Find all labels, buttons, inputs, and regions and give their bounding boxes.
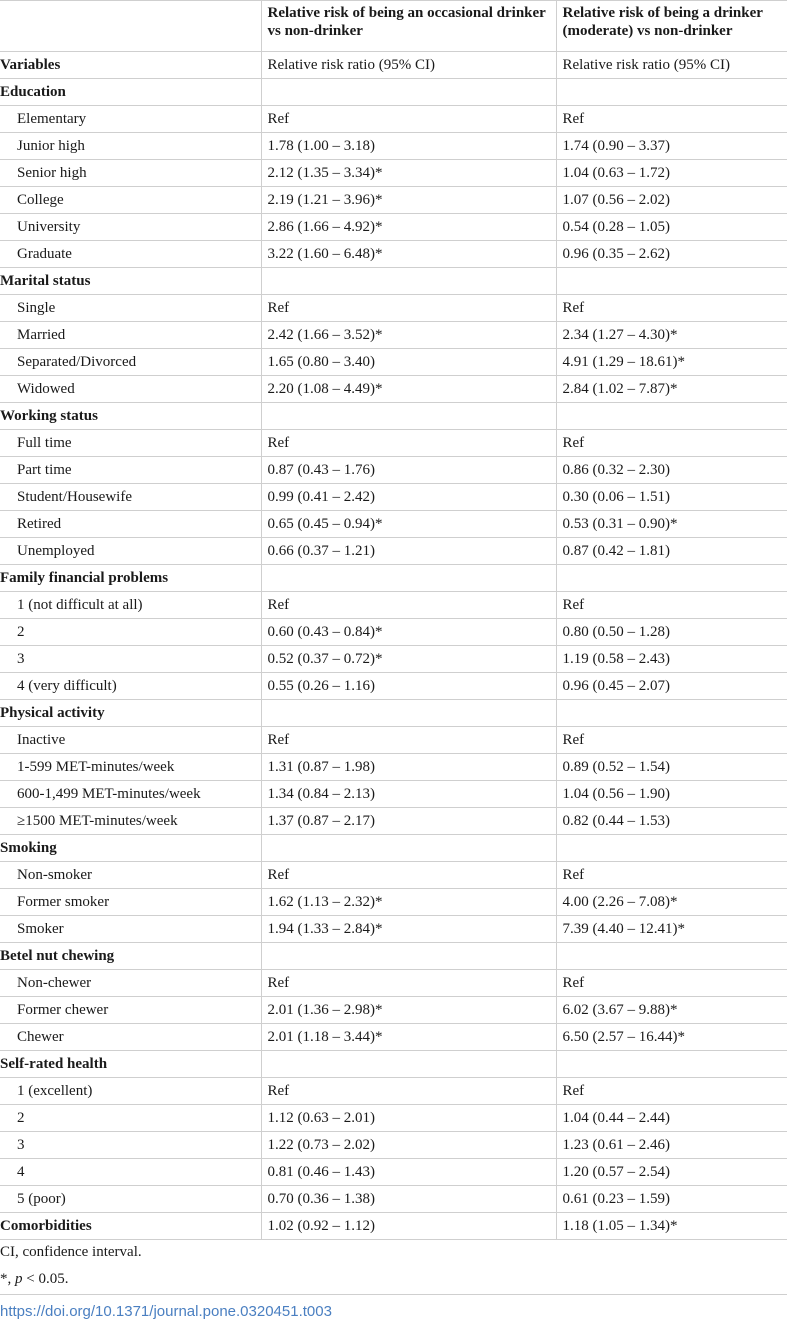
table-header-row <box>0 1 787 52</box>
occasional-rrr: 1.78 (1.00 – 3.18) <box>261 133 556 160</box>
row-label: College <box>0 187 261 214</box>
moderate-rrr: 4.00 (2.26 – 7.08)* <box>556 889 787 916</box>
comorbidities-row <box>0 1213 787 1240</box>
table-row <box>0 160 787 187</box>
row-label: 3 <box>0 646 261 673</box>
occasional-rrr: 3.22 (1.60 – 6.48)* <box>261 241 556 268</box>
row-label: 4 (very difficult) <box>0 673 261 700</box>
moderate-rrr: Ref <box>556 727 787 754</box>
moderate-rrr: 1.19 (0.58 – 2.43) <box>556 646 787 673</box>
row-label: Widowed <box>0 376 261 403</box>
moderate-rrr: Ref <box>556 970 787 997</box>
empty-cell <box>261 403 556 430</box>
occasional-rrr: 0.52 (0.37 – 0.72)* <box>261 646 556 673</box>
occasional-rrr: 2.86 (1.66 – 4.92)* <box>261 214 556 241</box>
moderate-rrr: 1.07 (0.56 – 2.02) <box>556 187 787 214</box>
footnote-significance <box>0 1268 787 1295</box>
occasional-rrr: 0.60 (0.43 – 0.84)* <box>261 619 556 646</box>
table-row <box>0 322 787 349</box>
footnote-ci: CI, confidence interval. <box>0 1244 142 1260</box>
footnote-sig-p: p <box>15 1271 23 1287</box>
table-row <box>0 916 787 943</box>
occasional-rrr: Ref <box>261 106 556 133</box>
moderate-rrr: Ref <box>556 430 787 457</box>
table-row <box>0 754 787 781</box>
table-row <box>0 133 787 160</box>
row-label: 2 <box>0 1105 261 1132</box>
moderate-rrr: 4.91 (1.29 – 18.61)* <box>556 349 787 376</box>
moderate-rrr: 6.02 (3.67 – 9.88)* <box>556 997 787 1024</box>
row-label: Former chewer <box>0 997 261 1024</box>
footnote-sig-symbol: *, <box>0 1271 15 1287</box>
empty-cell <box>556 79 787 106</box>
table-row <box>0 430 787 457</box>
row-label: Part time <box>0 457 261 484</box>
variables-row <box>0 52 787 79</box>
doi-link[interactable]: https://doi.org/10.1371/journal.pone.0320451.t003 <box>0 1303 332 1320</box>
group-header-row <box>0 835 787 862</box>
row-label: Former smoker <box>0 889 261 916</box>
row-label: Unemployed <box>0 538 261 565</box>
occasional-rrr: 1.34 (0.84 – 2.13) <box>261 781 556 808</box>
empty-cell <box>261 268 556 295</box>
row-label: 4 <box>0 1159 261 1186</box>
occasional-rrr: 1.94 (1.33 – 2.84)* <box>261 916 556 943</box>
variables-label: Variables <box>0 52 261 79</box>
table-row <box>0 241 787 268</box>
row-label: Senior high <box>0 160 261 187</box>
empty-cell <box>556 403 787 430</box>
empty-cell <box>556 565 787 592</box>
occasional-rrr: 1.37 (0.87 – 2.17) <box>261 808 556 835</box>
occasional-rrr: Ref <box>261 430 556 457</box>
occasional-rrr: Ref <box>261 592 556 619</box>
row-label: Inactive <box>0 727 261 754</box>
table-row <box>0 673 787 700</box>
row-label: University <box>0 214 261 241</box>
empty-cell <box>261 700 556 727</box>
occasional-rrr: 0.55 (0.26 – 1.16) <box>261 673 556 700</box>
row-label: Junior high <box>0 133 261 160</box>
group-header-row <box>0 1051 787 1078</box>
row-label: Smoker <box>0 916 261 943</box>
row-label: Chewer <box>0 1024 261 1051</box>
moderate-rrr: Ref <box>556 592 787 619</box>
row-label: Retired <box>0 511 261 538</box>
row-label: Elementary <box>0 106 261 133</box>
occasional-rrr: 1.22 (0.73 – 2.02) <box>261 1132 556 1159</box>
moderate-rrr: 1.04 (0.63 – 1.72) <box>556 160 787 187</box>
row-label: 600-1,499 MET-minutes/week <box>0 781 261 808</box>
moderate-rrr: 1.18 (1.05 – 1.34)* <box>556 1213 787 1240</box>
moderate-rrr: 0.54 (0.28 – 1.05) <box>556 214 787 241</box>
row-label: Full time <box>0 430 261 457</box>
table-row <box>0 1186 787 1213</box>
moderate-rrr: 1.04 (0.44 – 2.44) <box>556 1105 787 1132</box>
occasional-rrr: 2.19 (1.21 – 3.96)* <box>261 187 556 214</box>
occasional-rrr: 2.12 (1.35 – 3.34)* <box>261 160 556 187</box>
occasional-rrr: Ref <box>261 970 556 997</box>
group-title: Working status <box>0 403 261 430</box>
table-row <box>0 349 787 376</box>
group-title: Marital status <box>0 268 261 295</box>
occasional-rrr: 0.66 (0.37 – 1.21) <box>261 538 556 565</box>
footer-divider <box>0 1294 787 1295</box>
table-row <box>0 511 787 538</box>
empty-cell <box>556 268 787 295</box>
empty-cell <box>261 1051 556 1078</box>
header-empty-cell <box>0 1 261 52</box>
occasional-rrr: 0.65 (0.45 – 0.94)* <box>261 511 556 538</box>
row-label: Non-chewer <box>0 970 261 997</box>
occasional-rrr: 0.87 (0.43 – 1.76) <box>261 457 556 484</box>
table-body <box>0 52 787 1240</box>
row-label: 3 <box>0 1132 261 1159</box>
table-row <box>0 997 787 1024</box>
empty-cell <box>556 700 787 727</box>
group-header-row <box>0 79 787 106</box>
group-header-row <box>0 565 787 592</box>
group-title: Physical activity <box>0 700 261 727</box>
occasional-rrr: 2.42 (1.66 – 3.52)* <box>261 322 556 349</box>
row-label: 5 (poor) <box>0 1186 261 1213</box>
row-label: Non-smoker <box>0 862 261 889</box>
row-label: Graduate <box>0 241 261 268</box>
group-header-row <box>0 943 787 970</box>
group-header-row <box>0 403 787 430</box>
moderate-rrr: 0.86 (0.32 – 2.30) <box>556 457 787 484</box>
table-footnotes <box>0 1241 787 1295</box>
moderate-rrr: 0.61 (0.23 – 1.59) <box>556 1186 787 1213</box>
header-moderate-drinker: Relative risk of being a drinker (moderate) vs non-drinker <box>556 1 787 52</box>
occasional-rrr: 2.01 (1.18 – 3.44)* <box>261 1024 556 1051</box>
moderate-rrr: 2.34 (1.27 – 4.30)* <box>556 322 787 349</box>
moderate-rrr: 1.20 (0.57 – 2.54) <box>556 1159 787 1186</box>
group-title: Smoking <box>0 835 261 862</box>
table-row <box>0 646 787 673</box>
moderate-rrr: 0.89 (0.52 – 1.54) <box>556 754 787 781</box>
table-row <box>0 1024 787 1051</box>
group-title: Self-rated health <box>0 1051 261 1078</box>
occasional-rrr: 0.70 (0.36 – 1.38) <box>261 1186 556 1213</box>
empty-cell <box>261 79 556 106</box>
moderate-rrr: 1.04 (0.56 – 1.90) <box>556 781 787 808</box>
table-row <box>0 106 787 133</box>
occasional-rrr: 1.02 (0.92 – 1.12) <box>261 1213 556 1240</box>
table-row <box>0 970 787 997</box>
row-label: ≥1500 MET-minutes/week <box>0 808 261 835</box>
empty-cell <box>556 1051 787 1078</box>
occasional-rrr: 0.99 (0.41 – 2.42) <box>261 484 556 511</box>
moderate-rrr: 0.82 (0.44 – 1.53) <box>556 808 787 835</box>
group-title: Family financial problems <box>0 565 261 592</box>
row-label: 1-599 MET-minutes/week <box>0 754 261 781</box>
moderate-rrr: 0.96 (0.45 – 2.07) <box>556 673 787 700</box>
table-row <box>0 187 787 214</box>
row-label: Single <box>0 295 261 322</box>
row-label: 1 (not difficult at all) <box>0 592 261 619</box>
table-row <box>0 619 787 646</box>
empty-cell <box>556 943 787 970</box>
table-row <box>0 457 787 484</box>
table-row <box>0 889 787 916</box>
occasional-rrr: 1.12 (0.63 – 2.01) <box>261 1105 556 1132</box>
moderate-rrr: 0.80 (0.50 – 1.28) <box>556 619 787 646</box>
table-row <box>0 214 787 241</box>
table-row <box>0 808 787 835</box>
comorbidities-label: Comorbidities <box>0 1213 261 1240</box>
moderate-rrr: 6.50 (2.57 – 16.44)* <box>556 1024 787 1051</box>
table-row <box>0 1105 787 1132</box>
moderate-rrr: 0.53 (0.31 – 0.90)* <box>556 511 787 538</box>
moderate-rrr: 1.23 (0.61 – 2.46) <box>556 1132 787 1159</box>
empty-cell <box>556 835 787 862</box>
row-label: 1 (excellent) <box>0 1078 261 1105</box>
occasional-rrr: 0.81 (0.46 – 1.43) <box>261 1159 556 1186</box>
moderate-rrr: Ref <box>556 106 787 133</box>
variables-col3: Relative risk ratio (95% CI) <box>556 52 787 79</box>
moderate-rrr: 0.96 (0.35 – 2.62) <box>556 241 787 268</box>
empty-cell <box>261 835 556 862</box>
group-header-row <box>0 700 787 727</box>
table-row <box>0 484 787 511</box>
table-row <box>0 1078 787 1105</box>
group-title: Education <box>0 79 261 106</box>
table-row <box>0 538 787 565</box>
variables-col2: Relative risk ratio (95% CI) <box>261 52 556 79</box>
table-row <box>0 1159 787 1186</box>
row-label: Separated/Divorced <box>0 349 261 376</box>
occasional-rrr: Ref <box>261 862 556 889</box>
footnote-sig-rest: < 0.05. <box>22 1271 69 1287</box>
row-label: Student/Housewife <box>0 484 261 511</box>
moderate-rrr: 7.39 (4.40 – 12.41)* <box>556 916 787 943</box>
occasional-rrr: Ref <box>261 727 556 754</box>
group-title: Betel nut chewing <box>0 943 261 970</box>
row-label: Married <box>0 322 261 349</box>
table-row <box>0 1132 787 1159</box>
table-row <box>0 781 787 808</box>
moderate-rrr: 0.30 (0.06 – 1.51) <box>556 484 787 511</box>
occasional-rrr: Ref <box>261 295 556 322</box>
moderate-rrr: 2.84 (1.02 – 7.87)* <box>556 376 787 403</box>
table-row <box>0 295 787 322</box>
table-row <box>0 727 787 754</box>
occasional-rrr: Ref <box>261 1078 556 1105</box>
table-row <box>0 376 787 403</box>
table-row <box>0 592 787 619</box>
moderate-rrr: Ref <box>556 295 787 322</box>
group-header-row <box>0 268 787 295</box>
occasional-rrr: 2.01 (1.36 – 2.98)* <box>261 997 556 1024</box>
moderate-rrr: 0.87 (0.42 – 1.81) <box>556 538 787 565</box>
moderate-rrr: 1.74 (0.90 – 3.37) <box>556 133 787 160</box>
header-occasional-drinker: Relative risk of being an occasional drinker vs non-drinker <box>261 1 556 52</box>
occasional-rrr: 1.62 (1.13 – 2.32)* <box>261 889 556 916</box>
occasional-rrr: 1.31 (0.87 – 1.98) <box>261 754 556 781</box>
occasional-rrr: 1.65 (0.80 – 3.40) <box>261 349 556 376</box>
moderate-rrr: Ref <box>556 1078 787 1105</box>
empty-cell <box>261 565 556 592</box>
empty-cell <box>261 943 556 970</box>
moderate-rrr: Ref <box>556 862 787 889</box>
row-label: 2 <box>0 619 261 646</box>
occasional-rrr: 2.20 (1.08 – 4.49)* <box>261 376 556 403</box>
table-row <box>0 862 787 889</box>
